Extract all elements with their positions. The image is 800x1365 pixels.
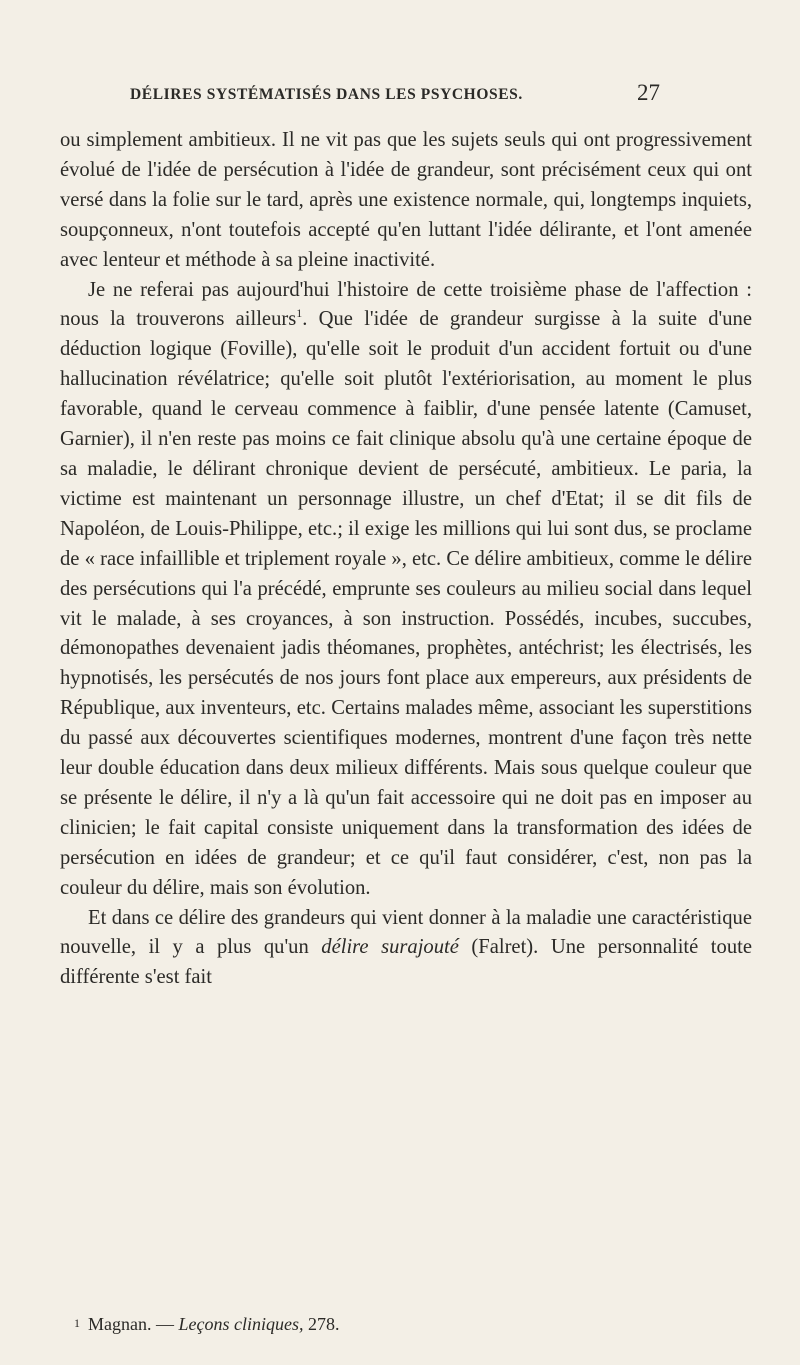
- body-text: [60, 126, 752, 993]
- paragraph-2-part-b: . Que l'idée de grandeur surgisse à la suite d'une déduction logique (Foville), qu'elle soit le produit d'un accident fortuit ou d'une hallucination révélatrice; qu'elle soit plutôt l'extériorisation, au moment le plus favorable, quand le cerveau commence à faiblir, d'une pensée latente (Camuset, Garnier), il n'en reste pas moins ce fait clinique absolu qu'à une certaine époque de sa maladie, le délirant chronique devient de persécuté, ambitieux. Le paria, la victime est maintenant un personnage illustre, un chef d'Etat; il se dit fils de Napoléon, de Louis-Philippe, etc.; il exige les millions qui lui sont dus, se proclame de « race infaillible et triplement royale », etc. Ce délire ambitieux, comme le délire des persécutions qui l'a précédé, emprunte ses couleurs au milieu social dans lequel vit le malade, à ses croyances, à son instruction. Possédés, incubes, succubes, démonopathes devenaient jadis théomanes, prophètes, antéchrist; les électrisés, les hypnotisés, les persécutés de nos jours font place aux empereurs, aux présidents de République, aux inventeurs, etc. Certains malades même, associant les superstitions du passé aux découvertes scientifiques modernes, montrent d'une façon très nette leur double éducation dans deux milieux différents. Mais sous quelque couleur que se présente le délire, il n'y a là qu'un fait accessoire qui ne doit pas en imposer au clinicien; le fait capital consiste uniquement dans la transformation des idées de persécution en idées de grandeur; et ce qu'il faut considérer, c'est, non pas la couleur du délire, mais son évolution.: [60, 308, 752, 899]
- paragraph-3-part-b: (Falret). Une personnalité toute différente s'est fait: [60, 936, 752, 989]
- footnote-reference: 1: [296, 306, 303, 321]
- paragraph-1: ou simplement ambitieux. Il ne vit pas que les sujets seuls qui ont progressivement évolué de l'idée de persécution à l'idée de grandeur, sont précisément ceux qui ont versé dans la folie sur le tard, après une existence normale, qui, longtemps inquiets, soupçonneux, n'ont toutefois accepté qu'en luttant l'idée délirante, et l'ont amenée avec lenteur et méthode à sa pleine inactivité.: [60, 129, 752, 271]
- footnote: [60, 1314, 752, 1335]
- footnote-mark: 1: [74, 1316, 80, 1330]
- paragraph-3-part-a: Et dans ce délire des grandeurs qui vient donner à la maladie une caractéristique nouvelle, il y a plus qu'un: [60, 906, 752, 959]
- page-header: [0, 80, 800, 118]
- paragraph-2: [60, 276, 752, 904]
- paragraph-2-part-a: Je ne referai pas aujourd'hui l'histoire de cette troisième phase de l'affection : nous la trouverons ailleurs: [60, 278, 752, 331]
- running-title: DÉLIRES SYSTÉMATISÉS DANS LES PSYCHOSES.: [130, 86, 523, 103]
- paragraph-3-emphasis: délire surajouté: [321, 936, 459, 959]
- footnote-title: Leçons cliniques,: [178, 1314, 304, 1334]
- paragraph-3: [60, 904, 752, 994]
- page-number: 27: [637, 80, 660, 105]
- footnote-author: Magnan. —: [88, 1314, 174, 1334]
- footnote-page: 278.: [307, 1314, 340, 1334]
